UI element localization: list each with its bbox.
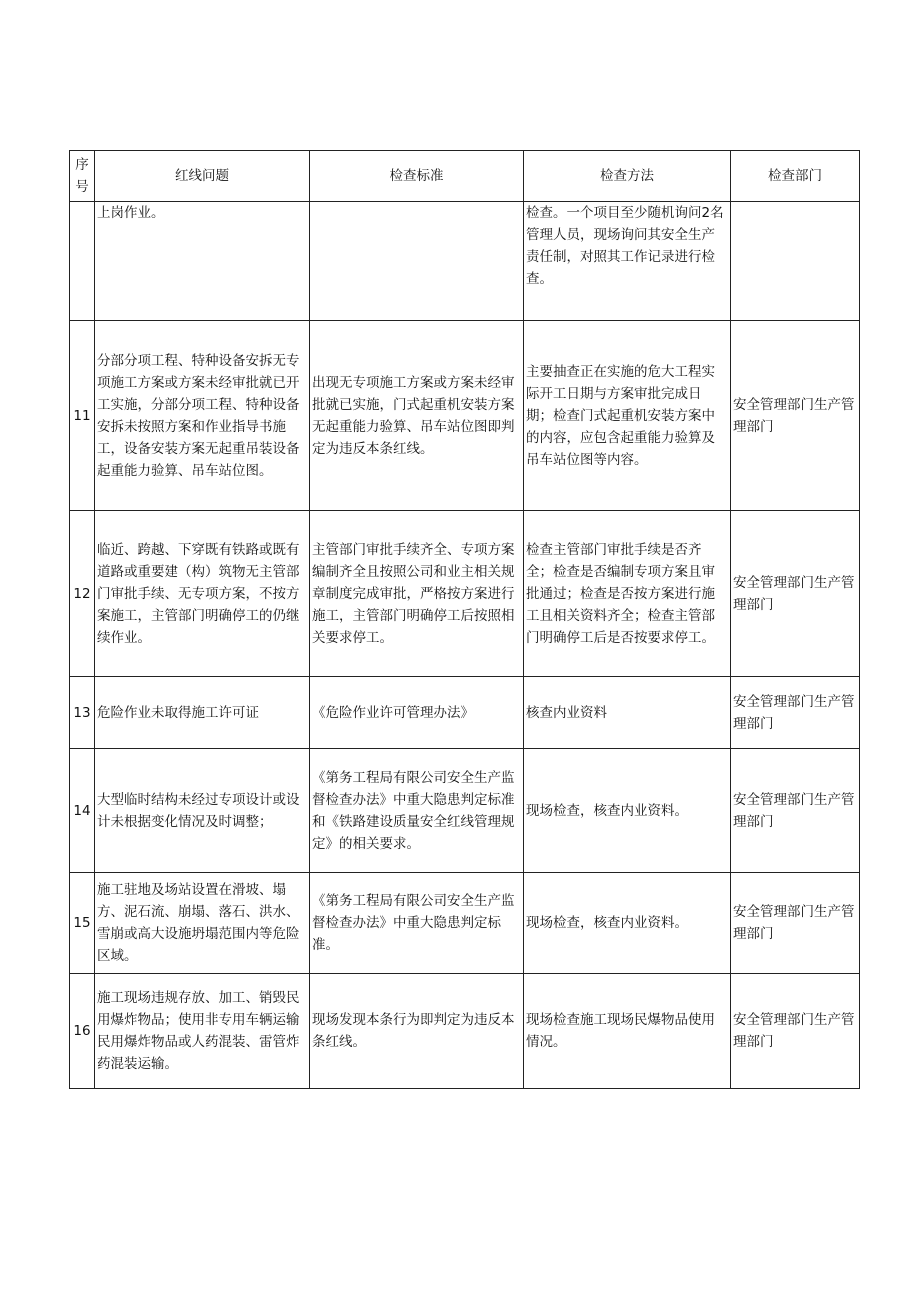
row-serial-number: 16 xyxy=(70,974,95,1089)
row-check-method: 现场检查，核查内业资料。 xyxy=(524,873,731,974)
row-check-department xyxy=(731,202,860,321)
row-serial-number: 12 xyxy=(70,511,95,677)
header-redline-issue: 红线问题 xyxy=(95,151,310,202)
redline-table xyxy=(69,150,860,1089)
header-serial-number: 序号 xyxy=(70,151,95,202)
table-row xyxy=(70,873,860,974)
table-row xyxy=(70,202,860,321)
table-row xyxy=(70,974,860,1089)
table-header-row xyxy=(70,151,860,202)
row-serial-number: 15 xyxy=(70,873,95,974)
row-redline-issue: 上岗作业。 xyxy=(95,202,310,321)
row-check-method: 现场检查，核查内业资料。 xyxy=(524,749,731,873)
row-check-standard xyxy=(310,202,524,321)
row-check-department: 安全管理部门生产管理部门 xyxy=(731,321,860,511)
row-serial-number: 13 xyxy=(70,677,95,749)
row-redline-issue: 大型临时结构未经过专项设计或设计未根据变化情况及时调整； xyxy=(95,749,310,873)
row-check-standard: 《第务工程局有限公司安全生产监督检查办法》中重大隐患判定标准和《铁路建设质量安全红线管理规定》的相关要求。 xyxy=(310,749,524,873)
row-redline-issue: 施工驻地及场站设置在滑坡、塌方、泥石流、崩塌、落石、洪水、雪崩或高大设施坍塌范围内等危险区域。 xyxy=(95,873,310,974)
row-check-department: 安全管理部门生产管理部门 xyxy=(731,873,860,974)
row-check-method: 检查。一个项目至少随机询问2名管理人员，现场询问其安全生产责任制，对照其工作记录进行检查。 xyxy=(524,202,731,321)
row-redline-issue: 危险作业未取得施工许可证 xyxy=(95,677,310,749)
row-serial-number xyxy=(70,202,95,321)
row-check-standard: 现场发现本条行为即判定为违反本条红线。 xyxy=(310,974,524,1089)
table-row xyxy=(70,677,860,749)
row-check-method: 主要抽查正在实施的危大工程实际开工日期与方案审批完成日期；检查门式起重机安装方案中的内容，应包含起重能力验算及吊车站位图等内容。 xyxy=(524,321,731,511)
table-row xyxy=(70,749,860,873)
row-check-standard: 《第务工程局有限公司安全生产监督检查办法》中重大隐患判定标准。 xyxy=(310,873,524,974)
row-check-standard: 出现无专项施工方案或方案未经审批就已实施，门式起重机安装方案无起重能力验算、吊车站位图即判定为违反本条红线。 xyxy=(310,321,524,511)
row-check-method: 核查内业资料 xyxy=(524,677,731,749)
row-serial-number: 14 xyxy=(70,749,95,873)
row-check-method: 现场检查施工现场民爆物品使用情况。 xyxy=(524,974,731,1089)
row-check-department: 安全管理部门生产管理部门 xyxy=(731,749,860,873)
header-check-standard: 检查标准 xyxy=(310,151,524,202)
row-check-department: 安全管理部门生产管理部门 xyxy=(731,974,860,1089)
row-redline-issue: 分部分项工程、特种设备安拆无专项施工方案或方案未经审批就已开工实施，分部分项工程、特种设备安拆未按照方案和作业指导书施工，设备安装方案无起重吊装设备起重能力验算、吊车站位图。 xyxy=(95,321,310,511)
row-check-department: 安全管理部门生产管理部门 xyxy=(731,677,860,749)
row-check-standard: 《危险作业许可管理办法》 xyxy=(310,677,524,749)
table-row xyxy=(70,321,860,511)
header-check-department: 检查部门 xyxy=(731,151,860,202)
row-redline-issue: 施工现场违规存放、加工、销毁民用爆炸物品；使用非专用车辆运输民用爆炸物品或人药混装、雷管炸药混装运输。 xyxy=(95,974,310,1089)
row-check-department: 安全管理部门生产管理部门 xyxy=(731,511,860,677)
table-row xyxy=(70,511,860,677)
row-check-method: 检查主管部门审批手续是否齐全；检查是否编制专项方案且审批通过；检查是否按方案进行施工且相关资料齐全；检查主管部门明确停工后是否按要求停工。 xyxy=(524,511,731,677)
row-redline-issue: 临近、跨越、下穿既有铁路或既有道路或重要建（构）筑物无主管部门审批手续、无专项方案，不按方案施工，主管部门明确停工的仍继续作业。 xyxy=(95,511,310,677)
header-check-method: 检查方法 xyxy=(524,151,731,202)
row-serial-number: 11 xyxy=(70,321,95,511)
row-check-standard: 主管部门审批手续齐全、专项方案编制齐全且按照公司和业主相关规章制度完成审批，严格按方案进行施工，主管部门明确停工后按照相关要求停工。 xyxy=(310,511,524,677)
